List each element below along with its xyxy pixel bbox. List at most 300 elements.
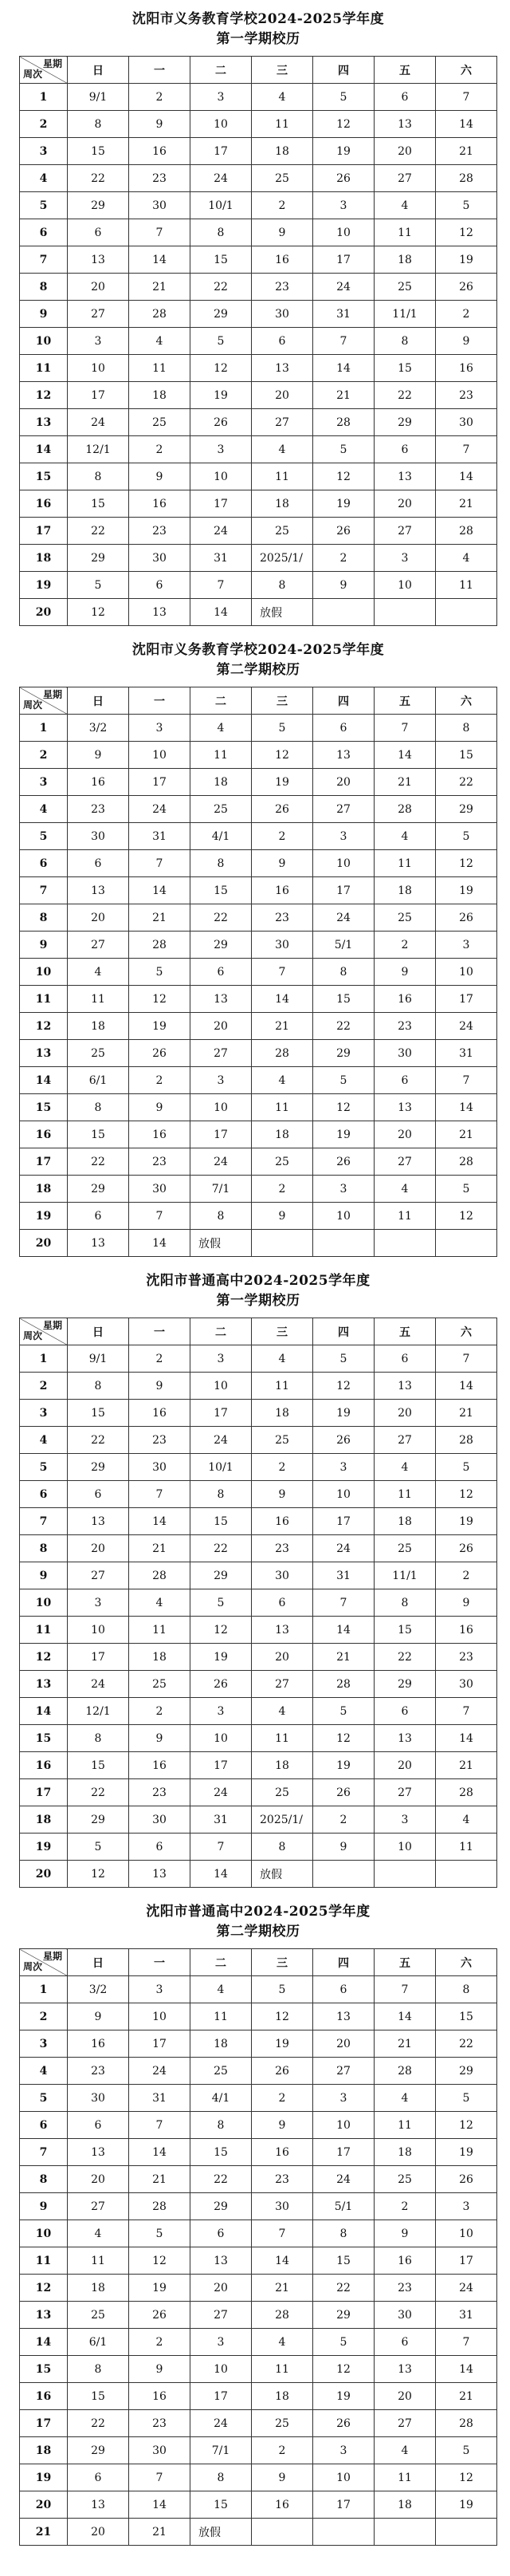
date-cell: 13	[190, 986, 252, 1013]
date-cell: 20	[375, 1121, 436, 1148]
table-row	[20, 2085, 497, 2112]
week-number-cell: 1	[20, 1976, 68, 2003]
date-cell: 15	[313, 986, 375, 1013]
date-cell: 2	[252, 823, 313, 850]
date-cell: 10	[313, 2464, 375, 2491]
week-number-cell: 10	[20, 328, 68, 355]
date-cell: 28	[252, 2302, 313, 2329]
date-cell: 12	[436, 219, 497, 246]
date-cell: 24	[190, 1427, 252, 1454]
date-cell: 9	[68, 742, 129, 769]
date-cell: 3	[190, 436, 252, 463]
table-row	[20, 2383, 497, 2410]
calendar-title: 沈阳市普通高中2024-2025学年度	[146, 1273, 371, 1289]
date-cell: 5	[129, 959, 190, 986]
date-cell: 12	[68, 1861, 129, 1888]
date-cell: 10	[313, 1481, 375, 1508]
date-cell: 21	[436, 490, 497, 518]
date-cell: 5/1	[313, 932, 375, 959]
date-cell: 30	[129, 1454, 190, 1481]
table-row	[20, 111, 497, 138]
date-cell: 13	[68, 2491, 129, 2519]
date-cell: 2	[252, 1176, 313, 1203]
corner-header-cell	[20, 687, 68, 715]
date-cell: 21	[436, 1400, 497, 1427]
week-number-cell: 3	[20, 769, 68, 796]
day-header: 二	[190, 57, 252, 84]
table-row	[20, 1589, 497, 1617]
date-cell: 22	[68, 1148, 129, 1176]
table-row	[20, 84, 497, 111]
date-cell: 19	[252, 769, 313, 796]
date-cell: 18	[129, 1644, 190, 1671]
date-cell: 12	[313, 111, 375, 138]
date-cell: 13	[313, 2003, 375, 2030]
calendar-table	[19, 687, 497, 1257]
table-row	[20, 1427, 497, 1454]
date-cell: 2	[313, 1806, 375, 1834]
date-cell: 21	[252, 1013, 313, 1040]
date-cell: 6	[375, 1345, 436, 1373]
date-cell: 3	[313, 192, 375, 219]
date-cell: 23	[129, 1148, 190, 1176]
date-cell: 11	[252, 463, 313, 490]
date-cell: 24	[436, 1013, 497, 1040]
date-cell: 17	[313, 1508, 375, 1535]
date-cell: 放假	[252, 599, 313, 626]
date-cell: 16	[129, 490, 190, 518]
date-cell: 7	[436, 84, 497, 111]
date-cell: 8	[68, 1094, 129, 1121]
table-header-row	[20, 1949, 497, 1976]
date-cell	[436, 1861, 497, 1888]
date-cell: 30	[375, 2302, 436, 2329]
date-cell: 15	[68, 1121, 129, 1148]
week-number-cell: 5	[20, 2085, 68, 2112]
date-cell: 4	[190, 1976, 252, 2003]
day-header: 日	[68, 687, 129, 715]
date-cell: 20	[190, 2275, 252, 2302]
date-cell: 11	[252, 1373, 313, 1400]
date-cell: 14	[252, 986, 313, 1013]
date-cell: 9/1	[68, 1345, 129, 1373]
date-cell: 15	[190, 877, 252, 904]
week-number-cell: 20	[20, 1230, 68, 1257]
date-cell: 17	[313, 877, 375, 904]
date-cell: 6	[252, 1589, 313, 1617]
week-number-cell: 13	[20, 1671, 68, 1698]
date-cell: 9	[129, 463, 190, 490]
table-row	[20, 518, 497, 545]
date-cell: 26	[252, 2058, 313, 2085]
date-cell: 7	[436, 1067, 497, 1094]
week-number-cell: 5	[20, 823, 68, 850]
date-cell: 2	[252, 2085, 313, 2112]
date-cell: 4	[375, 1454, 436, 1481]
week-number-cell: 18	[20, 2437, 68, 2464]
date-cell: 29	[68, 2437, 129, 2464]
date-cell: 11	[375, 2112, 436, 2139]
week-number-cell: 10	[20, 959, 68, 986]
table-row	[20, 1562, 497, 1589]
date-cell: 18	[375, 877, 436, 904]
date-cell: 15	[190, 246, 252, 274]
date-cell: 3	[313, 1176, 375, 1203]
date-cell: 25	[375, 904, 436, 932]
date-cell	[436, 2519, 497, 2546]
date-cell: 30	[436, 1671, 497, 1698]
date-cell: 28	[313, 409, 375, 436]
date-cell: 2	[436, 1562, 497, 1589]
date-cell: 14	[129, 1230, 190, 1257]
table-row	[20, 1976, 497, 2003]
date-cell: 16	[68, 769, 129, 796]
week-number-cell: 6	[20, 1481, 68, 1508]
date-cell: 24	[313, 904, 375, 932]
date-cell: 17	[313, 2491, 375, 2519]
date-cell: 21	[375, 2030, 436, 2058]
date-cell: 8	[190, 2464, 252, 2491]
date-cell: 4	[252, 1345, 313, 1373]
date-cell: 19	[129, 1013, 190, 1040]
date-cell: 10	[68, 355, 129, 382]
date-cell: 10	[313, 219, 375, 246]
date-cell: 8	[252, 572, 313, 599]
date-cell: 25	[68, 1040, 129, 1067]
date-cell: 18	[252, 2383, 313, 2410]
date-cell: 12	[129, 986, 190, 1013]
date-cell: 27	[190, 1040, 252, 1067]
date-cell: 3	[313, 1454, 375, 1481]
week-number-cell: 12	[20, 382, 68, 409]
week-number-cell: 12	[20, 1644, 68, 1671]
date-cell: 7	[436, 1345, 497, 1373]
date-cell: 5	[190, 1589, 252, 1617]
date-cell: 14	[129, 2139, 190, 2166]
date-cell: 5	[436, 1454, 497, 1481]
table-row	[20, 932, 497, 959]
date-cell: 28	[436, 1779, 497, 1806]
date-cell: 5	[436, 2437, 497, 2464]
date-cell: 30	[68, 823, 129, 850]
date-cell: 10	[129, 742, 190, 769]
table-row	[20, 2058, 497, 2085]
date-cell: 3/2	[68, 715, 129, 742]
date-cell: 19	[313, 1400, 375, 1427]
date-cell: 27	[375, 2410, 436, 2437]
date-cell: 17	[129, 769, 190, 796]
date-cell: 16	[375, 986, 436, 1013]
date-cell: 28	[129, 301, 190, 328]
date-cell: 11	[129, 1617, 190, 1644]
date-cell: 21	[436, 1121, 497, 1148]
date-cell: 6	[252, 328, 313, 355]
date-cell: 7	[129, 1203, 190, 1230]
date-cell: 9	[129, 1094, 190, 1121]
date-cell: 3	[375, 1806, 436, 1834]
table-row	[20, 1617, 497, 1644]
date-cell: 9	[252, 2112, 313, 2139]
date-cell: 6	[68, 219, 129, 246]
table-row	[20, 545, 497, 572]
week-number-cell: 4	[20, 2058, 68, 2085]
date-cell: 9	[252, 219, 313, 246]
table-row	[20, 1400, 497, 1427]
date-cell: 26	[436, 2166, 497, 2193]
date-cell: 11	[375, 1481, 436, 1508]
date-cell: 22	[190, 904, 252, 932]
date-cell: 5	[68, 572, 129, 599]
date-cell: 18	[375, 246, 436, 274]
day-header: 三	[252, 687, 313, 715]
date-cell: 11	[436, 1834, 497, 1861]
date-cell: 20	[375, 1752, 436, 1779]
date-cell: 15	[68, 1752, 129, 1779]
date-cell: 28	[313, 1671, 375, 1698]
week-number-cell: 19	[20, 1834, 68, 1861]
date-cell: 10	[375, 572, 436, 599]
day-header: 五	[375, 687, 436, 715]
date-cell: 5	[313, 84, 375, 111]
date-cell: 2	[129, 2329, 190, 2356]
date-cell: 27	[375, 165, 436, 192]
table-row	[20, 219, 497, 246]
date-cell: 27	[252, 409, 313, 436]
date-cell: 4/1	[190, 823, 252, 850]
date-cell: 放假	[252, 1861, 313, 1888]
date-cell: 9	[252, 1481, 313, 1508]
week-number-cell: 21	[20, 2519, 68, 2546]
date-cell: 15	[68, 490, 129, 518]
date-cell: 14	[375, 2003, 436, 2030]
date-cell: 7	[436, 2329, 497, 2356]
week-number-cell: 1	[20, 715, 68, 742]
date-cell: 11	[129, 355, 190, 382]
date-cell: 24	[313, 274, 375, 301]
date-cell: 16	[68, 2030, 129, 2058]
date-cell: 26	[190, 409, 252, 436]
date-cell: 20	[375, 490, 436, 518]
date-cell: 23	[252, 2166, 313, 2193]
date-cell: 25	[190, 2058, 252, 2085]
calendar-title: 沈阳市义务教育学校2024-2025学年度	[131, 11, 385, 27]
date-cell	[252, 1230, 313, 1257]
date-cell: 18	[252, 1121, 313, 1148]
table-row	[20, 715, 497, 742]
date-cell: 3	[313, 823, 375, 850]
table-row	[20, 1508, 497, 1535]
date-cell: 24	[190, 2410, 252, 2437]
date-cell: 20	[68, 904, 129, 932]
date-cell: 10	[313, 2112, 375, 2139]
week-number-cell: 15	[20, 1725, 68, 1752]
week-number-cell: 16	[20, 2383, 68, 2410]
date-cell: 6	[68, 1481, 129, 1508]
date-cell: 7	[252, 959, 313, 986]
date-cell: 11	[68, 2247, 129, 2275]
date-cell: 16	[436, 355, 497, 382]
date-cell: 3	[190, 1345, 252, 1373]
date-cell: 3	[436, 932, 497, 959]
date-cell: 15	[68, 1400, 129, 1427]
weekday-header-label: 星期	[42, 689, 62, 700]
date-cell: 10	[129, 2003, 190, 2030]
date-cell: 16	[129, 1400, 190, 1427]
week-number-cell: 10	[20, 2220, 68, 2247]
table-row	[20, 796, 497, 823]
date-cell: 26	[252, 796, 313, 823]
date-cell: 22	[190, 274, 252, 301]
date-cell: 4	[129, 328, 190, 355]
date-cell: 4	[68, 959, 129, 986]
date-cell: 29	[68, 1806, 129, 1834]
date-cell: 15	[313, 2247, 375, 2275]
table-row	[20, 463, 497, 490]
day-header: 五	[375, 1949, 436, 1976]
date-cell: 2	[129, 1345, 190, 1373]
date-cell: 8	[190, 2112, 252, 2139]
week-number-cell: 6	[20, 2112, 68, 2139]
week-number-cell: 14	[20, 1698, 68, 1725]
date-cell: 14	[129, 1508, 190, 1535]
week-number-cell: 7	[20, 246, 68, 274]
week-number-cell: 17	[20, 1148, 68, 1176]
date-cell: 18	[190, 769, 252, 796]
date-cell: 9	[313, 572, 375, 599]
day-header: 六	[436, 687, 497, 715]
date-cell: 31	[129, 2085, 190, 2112]
date-cell: 26	[436, 274, 497, 301]
date-cell: 27	[375, 1779, 436, 1806]
table-row	[20, 1230, 497, 1257]
date-cell: 11	[252, 111, 313, 138]
table-row	[20, 1535, 497, 1562]
date-cell: 16	[129, 138, 190, 165]
date-cell: 6/1	[68, 1067, 129, 1094]
date-cell: 15	[375, 1617, 436, 1644]
semester-title: 第一学期校历	[216, 31, 300, 47]
date-cell: 6	[68, 1203, 129, 1230]
date-cell: 3	[375, 545, 436, 572]
date-cell: 13	[375, 463, 436, 490]
date-cell: 27	[68, 1562, 129, 1589]
table-row	[20, 2247, 497, 2275]
date-cell: 15	[375, 355, 436, 382]
date-cell: 9	[68, 2003, 129, 2030]
date-cell: 11	[375, 219, 436, 246]
day-header: 日	[68, 1949, 129, 1976]
date-cell: 12	[436, 1203, 497, 1230]
date-cell: 5	[313, 1698, 375, 1725]
date-cell: 5	[436, 823, 497, 850]
date-cell: 15	[68, 138, 129, 165]
week-number-cell: 15	[20, 2356, 68, 2383]
date-cell: 30	[375, 1040, 436, 1067]
calendar-section	[19, 10, 497, 626]
date-cell: 18	[68, 2275, 129, 2302]
date-cell: 12/1	[68, 436, 129, 463]
date-cell: 2	[129, 1698, 190, 1725]
date-cell: 19	[436, 2139, 497, 2166]
date-cell: 22	[375, 382, 436, 409]
date-cell: 2	[252, 2437, 313, 2464]
week-number-cell: 8	[20, 2166, 68, 2193]
date-cell: 23	[68, 2058, 129, 2085]
table-row	[20, 138, 497, 165]
date-cell: 30	[68, 2085, 129, 2112]
date-cell: 4	[375, 1176, 436, 1203]
date-cell: 5	[313, 1345, 375, 1373]
table-row	[20, 1779, 497, 1806]
corner-header-cell	[20, 57, 68, 84]
date-cell: 22	[313, 2275, 375, 2302]
date-cell: 3	[313, 2437, 375, 2464]
date-cell: 13	[190, 2247, 252, 2275]
date-cell: 13	[375, 111, 436, 138]
date-cell: 6	[129, 1834, 190, 1861]
date-cell: 6	[375, 84, 436, 111]
table-row	[20, 2329, 497, 2356]
date-cell: 8	[436, 1976, 497, 2003]
week-number-cell: 7	[20, 1508, 68, 1535]
date-cell: 19	[436, 877, 497, 904]
date-cell: 13	[129, 599, 190, 626]
table-row	[20, 1644, 497, 1671]
date-cell: 20	[68, 2166, 129, 2193]
date-cell: 12	[129, 2247, 190, 2275]
table-row	[20, 301, 497, 328]
date-cell	[313, 2519, 375, 2546]
date-cell: 14	[129, 2491, 190, 2519]
table-row	[20, 1834, 497, 1861]
day-header: 六	[436, 1318, 497, 1345]
date-cell: 5	[436, 2085, 497, 2112]
date-cell: 17	[436, 986, 497, 1013]
date-cell: 21	[313, 1644, 375, 1671]
table-row	[20, 1481, 497, 1508]
week-number-cell: 17	[20, 1779, 68, 1806]
date-cell: 18	[252, 490, 313, 518]
date-cell: 26	[129, 1040, 190, 1067]
date-cell: 22	[190, 1535, 252, 1562]
date-cell	[252, 2519, 313, 2546]
date-cell: 17	[190, 1400, 252, 1427]
week-number-cell: 19	[20, 572, 68, 599]
date-cell: 6	[375, 436, 436, 463]
date-cell: 9	[375, 959, 436, 986]
date-cell: 22	[313, 1013, 375, 1040]
date-cell: 13	[375, 1725, 436, 1752]
date-cell: 19	[313, 490, 375, 518]
date-cell: 28	[375, 2058, 436, 2085]
week-number-cell: 12	[20, 2275, 68, 2302]
calendar-section	[19, 1271, 497, 1888]
week-number-cell: 5	[20, 192, 68, 219]
date-cell: 15	[436, 742, 497, 769]
date-cell: 25	[375, 1535, 436, 1562]
date-cell: 23	[252, 904, 313, 932]
date-cell: 11	[190, 2003, 252, 2030]
week-number-cell: 11	[20, 1617, 68, 1644]
date-cell: 29	[313, 1040, 375, 1067]
semester-title: 第一学期校历	[216, 1293, 300, 1309]
date-cell: 25	[252, 518, 313, 545]
date-cell: 21	[252, 2275, 313, 2302]
date-cell: 7	[436, 436, 497, 463]
day-header: 一	[129, 57, 190, 84]
day-header: 六	[436, 1949, 497, 1976]
date-cell: 9	[129, 1373, 190, 1400]
